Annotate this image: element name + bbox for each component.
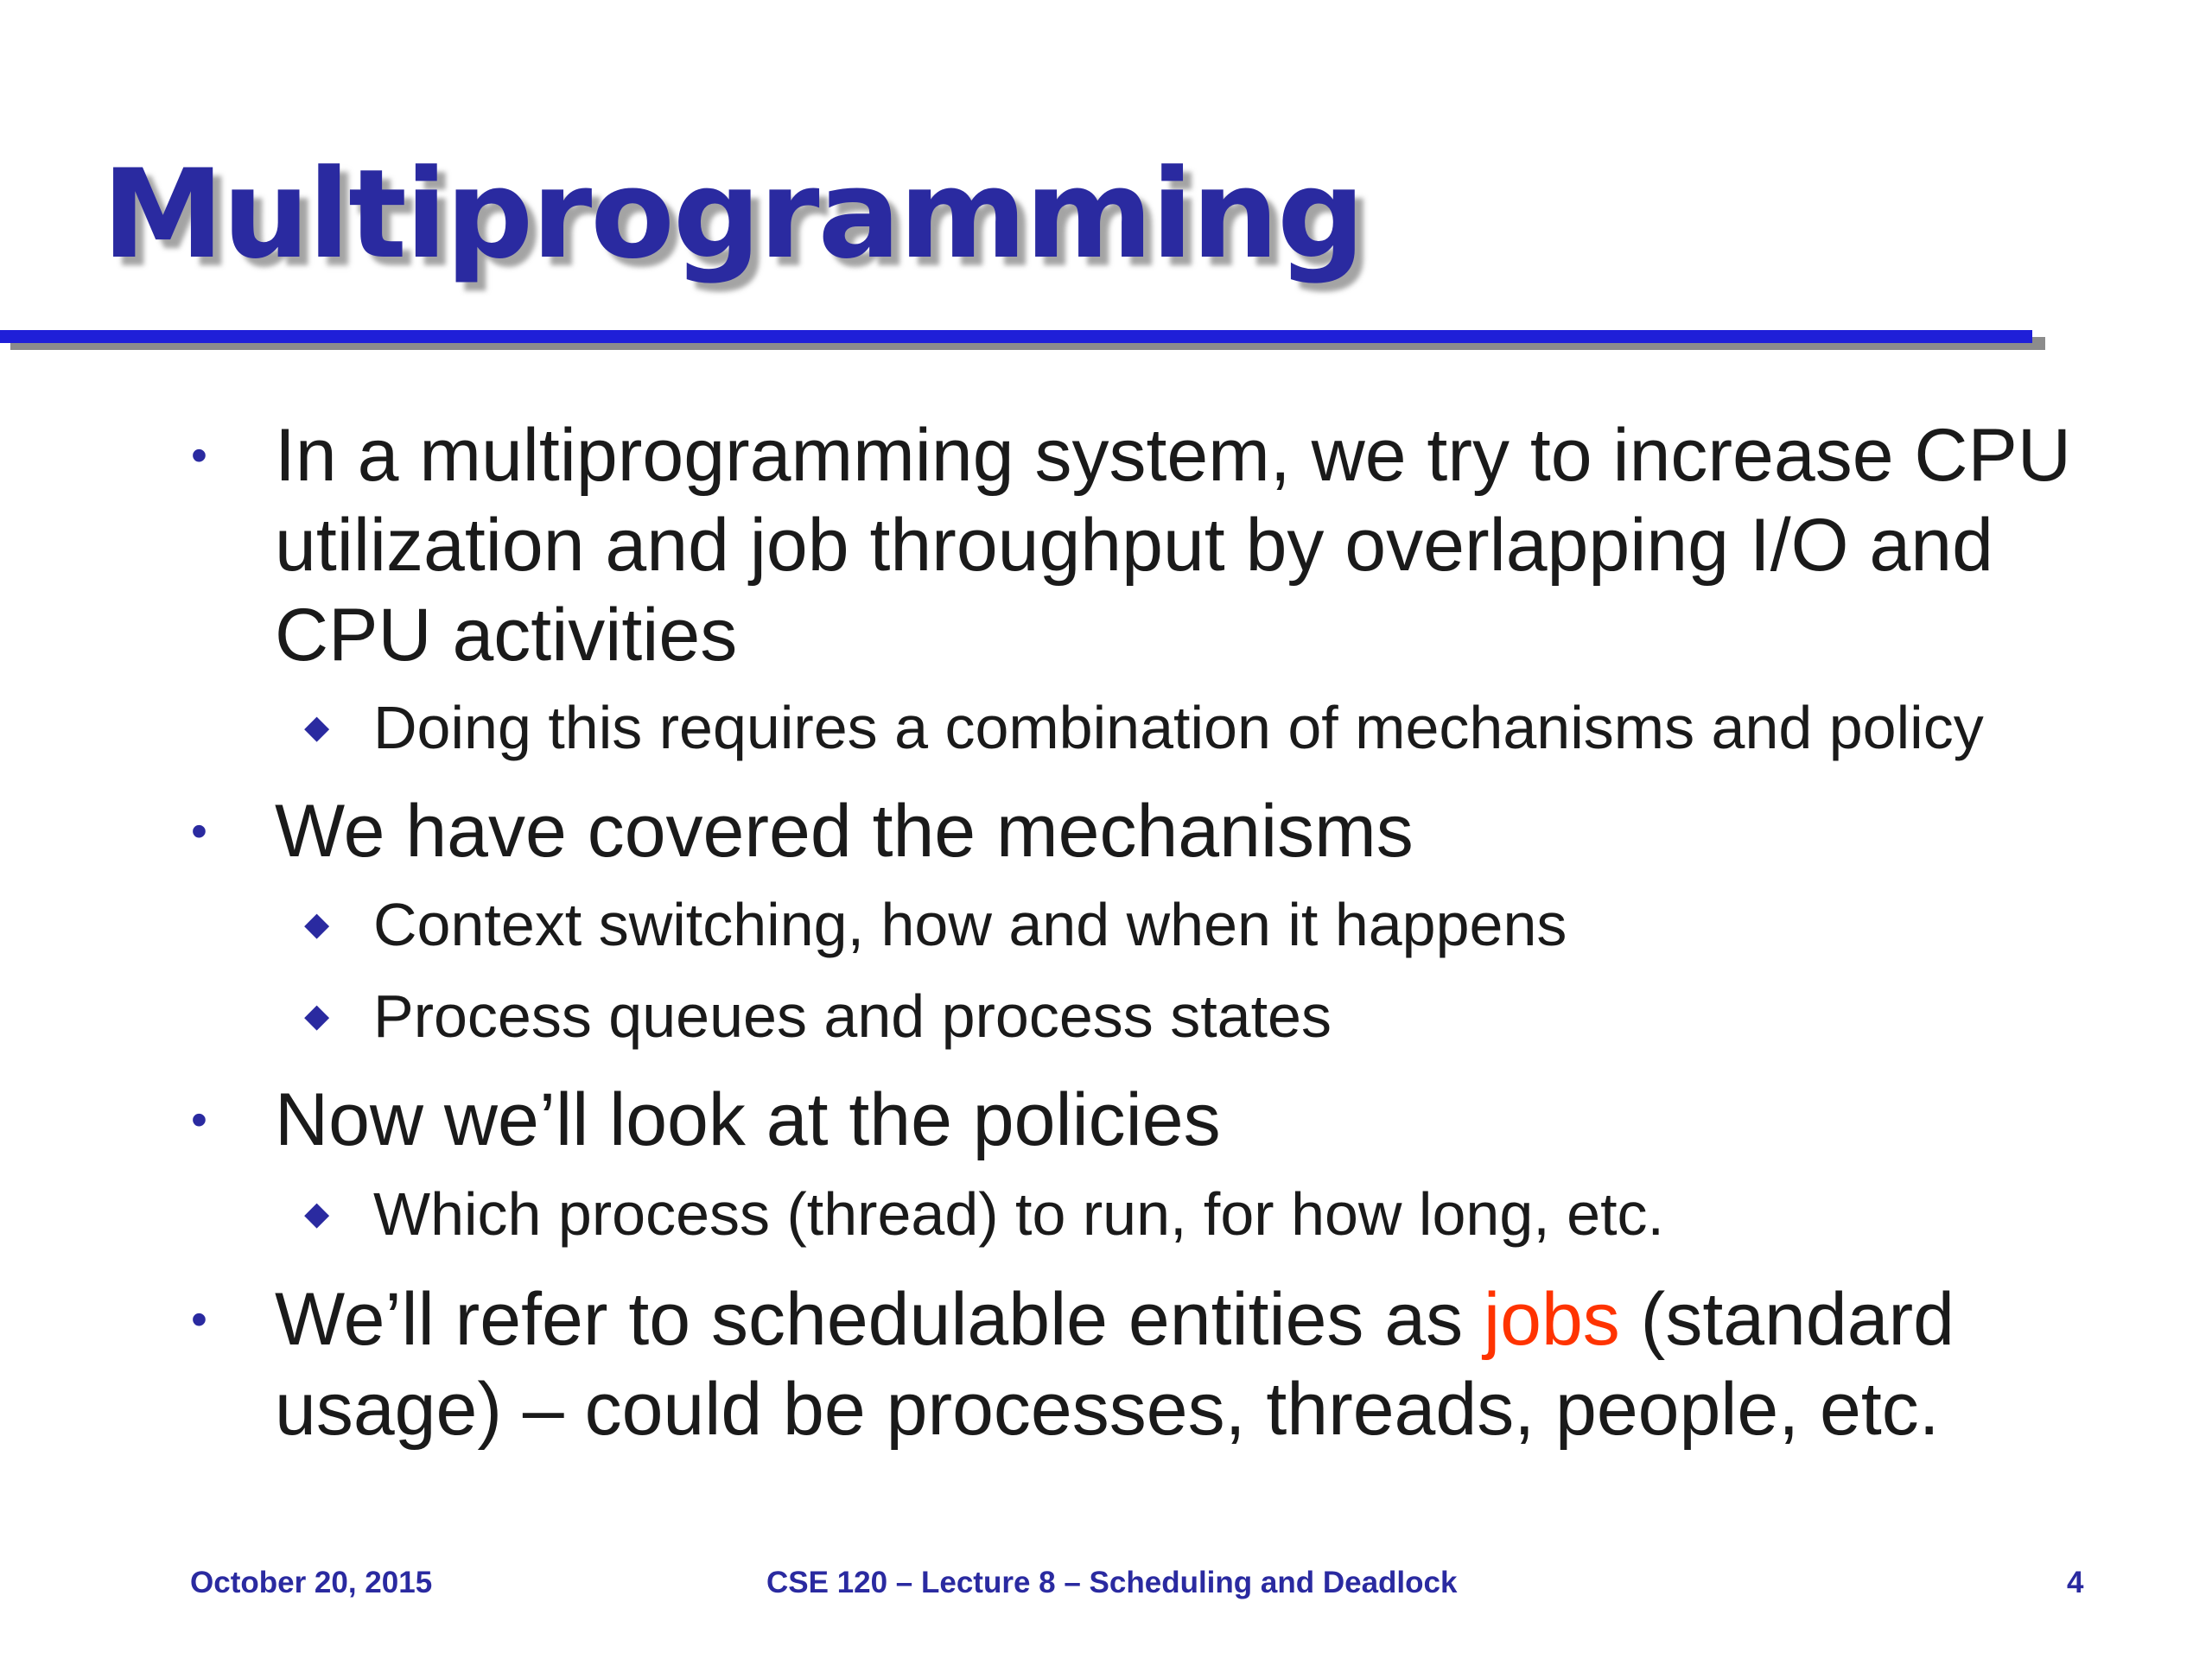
sub-bullet-text: Which process (thread) to run, for how long, etc. (373, 1180, 1664, 1248)
bullet-text: In a multiprogramming system, we try to increase CPU utilization and job throughput by overlapping I/O and CPU activities (275, 414, 2071, 677)
bullet-text: Now we’ll look at the policies (275, 1078, 1221, 1161)
bullet-text: We have covered the mechanisms (275, 790, 1414, 873)
bullet-text-after: (standard usage) – could be processes, threads, people, etc. (275, 1278, 1955, 1451)
footer-date: October 20, 2015 (190, 1566, 433, 1599)
sub-bullet-item (304, 691, 2119, 764)
bullet-item (191, 786, 2107, 876)
sub-bullet-diamond: ◆ (304, 906, 330, 943)
bullet-item (191, 1274, 2107, 1454)
slide-title: Multiprogramming (102, 143, 1363, 286)
sub-bullet-diamond: ◆ (304, 998, 330, 1034)
sub-bullet-item (304, 888, 2119, 961)
sub-bullet-diamond: ◆ (304, 709, 330, 746)
sub-bullet-text: Process queues and process states (373, 982, 1332, 1050)
footer-course: CSE 120 – Lecture 8 – Scheduling and Deadlock (766, 1566, 1458, 1599)
footer-page-number: 4 (2067, 1566, 2084, 1599)
bullet-item (191, 1075, 2107, 1165)
sub-bullet-item (304, 1178, 2119, 1250)
sub-bullet-text: Doing this requires a combination of mechanisms and policy (373, 694, 1984, 761)
bullet-dot: • (191, 1294, 207, 1345)
sub-bullet-item (304, 980, 2119, 1052)
bullet-item (191, 410, 2107, 680)
highlight-jobs: jobs (1484, 1278, 1620, 1361)
bullet-dot: • (191, 429, 207, 481)
title-rule (0, 330, 2032, 343)
bullet-text-before: We’ll refer to schedulable entities as (275, 1278, 1484, 1361)
bullet-dot: • (191, 1094, 207, 1146)
bullet-dot: • (191, 805, 207, 857)
sub-bullet-diamond: ◆ (304, 1196, 330, 1232)
sub-bullet-text: Context switching, how and when it happens (373, 891, 1567, 958)
